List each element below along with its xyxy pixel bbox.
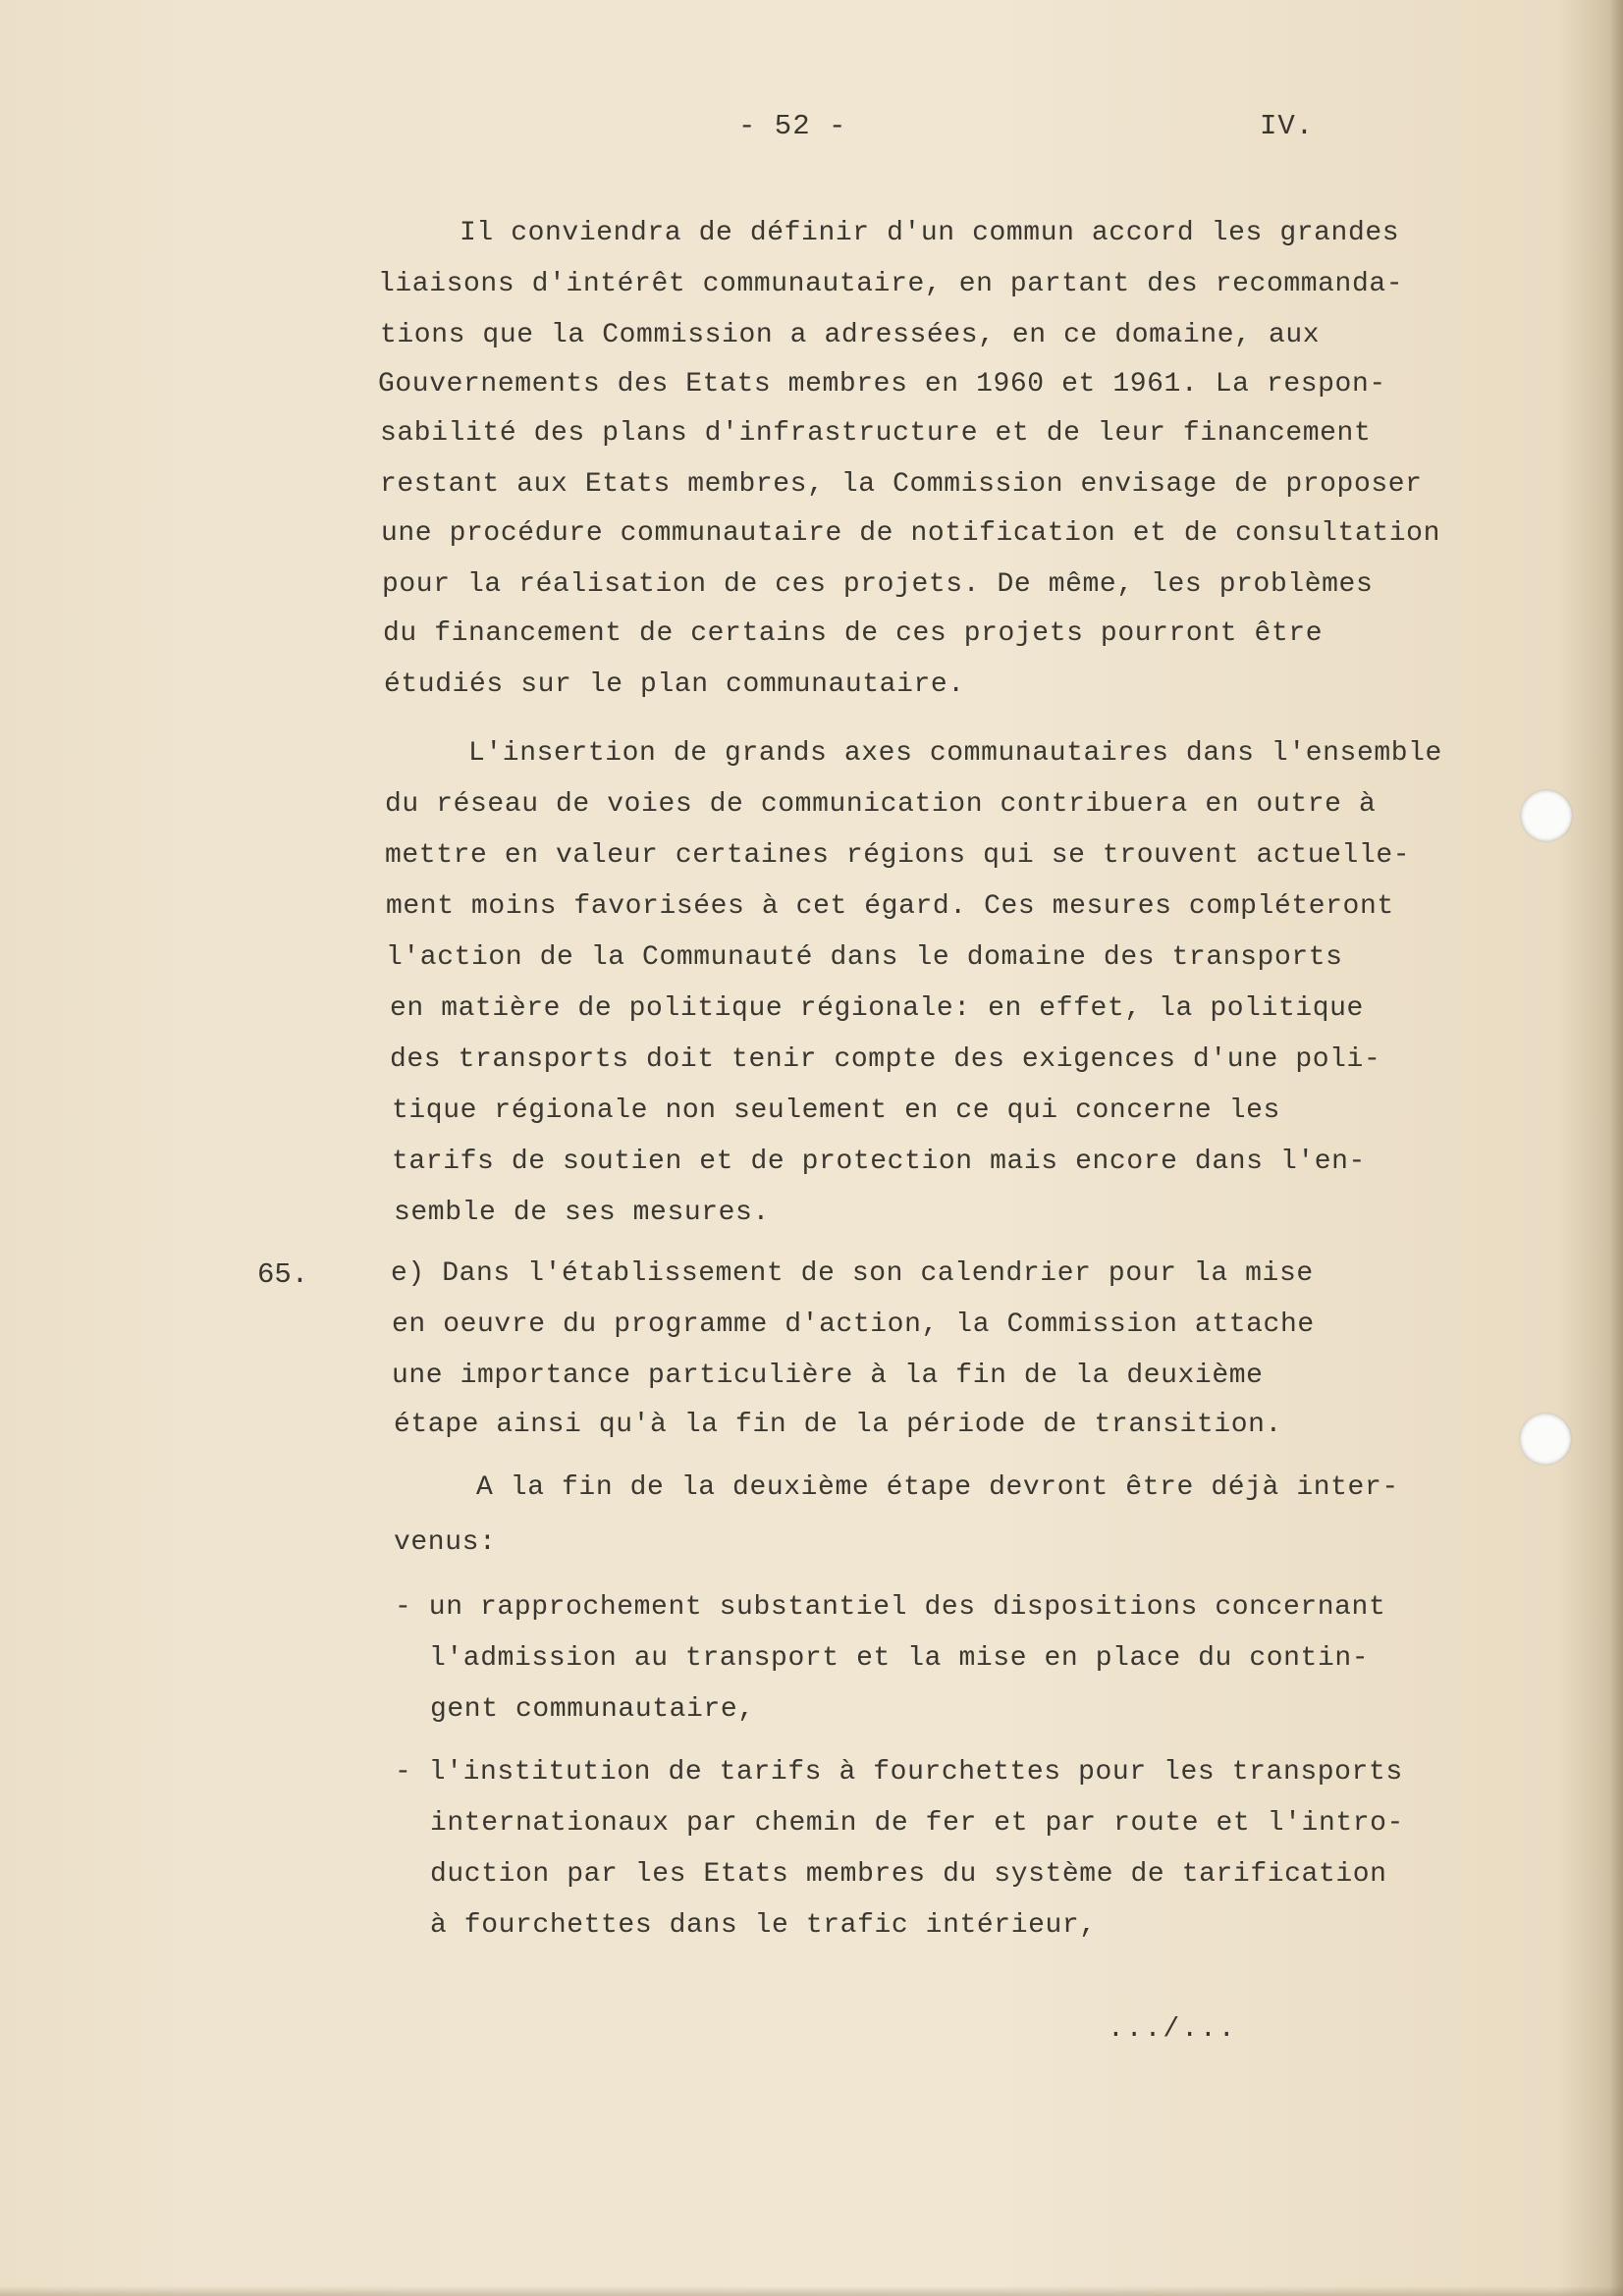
- text-line: internationaux par chemin de fer et par route et l'intro-: [430, 1808, 1404, 1839]
- list-item: - un rapprochement substantiel des dispositions concernant: [395, 1592, 1386, 1623]
- text-line: venus:: [394, 1527, 497, 1558]
- text-line: tarifs de soutien et de protection mais encore dans l'en-: [392, 1147, 1366, 1177]
- text-line: l'action de la Communauté dans le domaine des transports: [386, 942, 1343, 973]
- text-line: e) Dans l'établissement de son calendrier pour la mise: [391, 1258, 1314, 1289]
- text-line: tions que la Commission a adressées, en ce domaine, aux: [380, 320, 1321, 350]
- text-line: sabilité des plans d'infrastructure et de leur financement: [380, 418, 1372, 449]
- text-line: étudiés sur le plan communautaire.: [384, 669, 965, 700]
- punch-hole: [1521, 790, 1572, 841]
- text-line: Il conviendra de définir d'un commun accord les grandes: [460, 218, 1400, 248]
- text-line: Gouvernements des Etats membres en 1960 et 1961. La respon-: [378, 369, 1386, 400]
- text-line: une procédure communautaire de notification et de consultation: [381, 518, 1440, 549]
- text-line: liaisons d'intérêt communautaire, en partant des recommanda-: [378, 269, 1404, 299]
- text-line: en matière de politique régionale: en effet, la politique: [390, 993, 1364, 1024]
- text-line: pour la réalisation de ces projets. De même, les problèmes: [382, 569, 1374, 600]
- text-line: tique régionale non seulement en ce qui concerne les: [392, 1095, 1280, 1126]
- text-line: A la fin de la deuxième étape devront être déjà inter-: [476, 1472, 1399, 1503]
- text-line: semble de ses mesures.: [394, 1198, 770, 1228]
- text-line: à fourchettes dans le trafic intérieur,: [430, 1910, 1097, 1941]
- text-line: duction par les Etats membres du système de tarification: [430, 1859, 1387, 1890]
- text-line: ment moins favorisées à cet égard. Ces mesures compléteront: [386, 891, 1394, 922]
- text-line: mettre en valeur certaines régions qui se trouvent actuelle-: [385, 840, 1411, 871]
- text-line: une importance particulière à la fin de la deuxième: [392, 1361, 1264, 1391]
- text-line: l'admission au transport et la mise en place du contin-: [429, 1643, 1370, 1674]
- paragraph-number: 65.: [257, 1258, 309, 1291]
- page-bottom-shadow: [0, 2286, 1623, 2296]
- text-line: en oeuvre du programme d'action, la Commission attache: [392, 1309, 1315, 1340]
- punch-hole: [1520, 1414, 1571, 1465]
- text-line: étape ainsi qu'à la fin de la période de transition.: [394, 1410, 1282, 1440]
- text-line: des transports doit tenir compte des exigences d'une poli-: [390, 1044, 1381, 1075]
- text-line: du réseau de voies de communication contribuera en outre à: [385, 789, 1377, 820]
- text-line: gent communautaire,: [430, 1694, 755, 1725]
- list-item: - l'institution de tarifs à fourchettes pour les transports: [395, 1757, 1403, 1788]
- text-line: restant aux Etats membres, la Commission envisage de proposer: [380, 469, 1423, 500]
- section-number: IV.: [1260, 110, 1315, 142]
- text-line: L'insertion de grands axes communautaires dans l'ensemble: [468, 738, 1442, 769]
- page-number: - 52 -: [738, 110, 847, 142]
- text-line: du financement de certains de ces projets pourront être: [383, 618, 1324, 649]
- page-edge-shadow: [1609, 0, 1623, 2296]
- continuation-mark: .../...: [1108, 2014, 1237, 2045]
